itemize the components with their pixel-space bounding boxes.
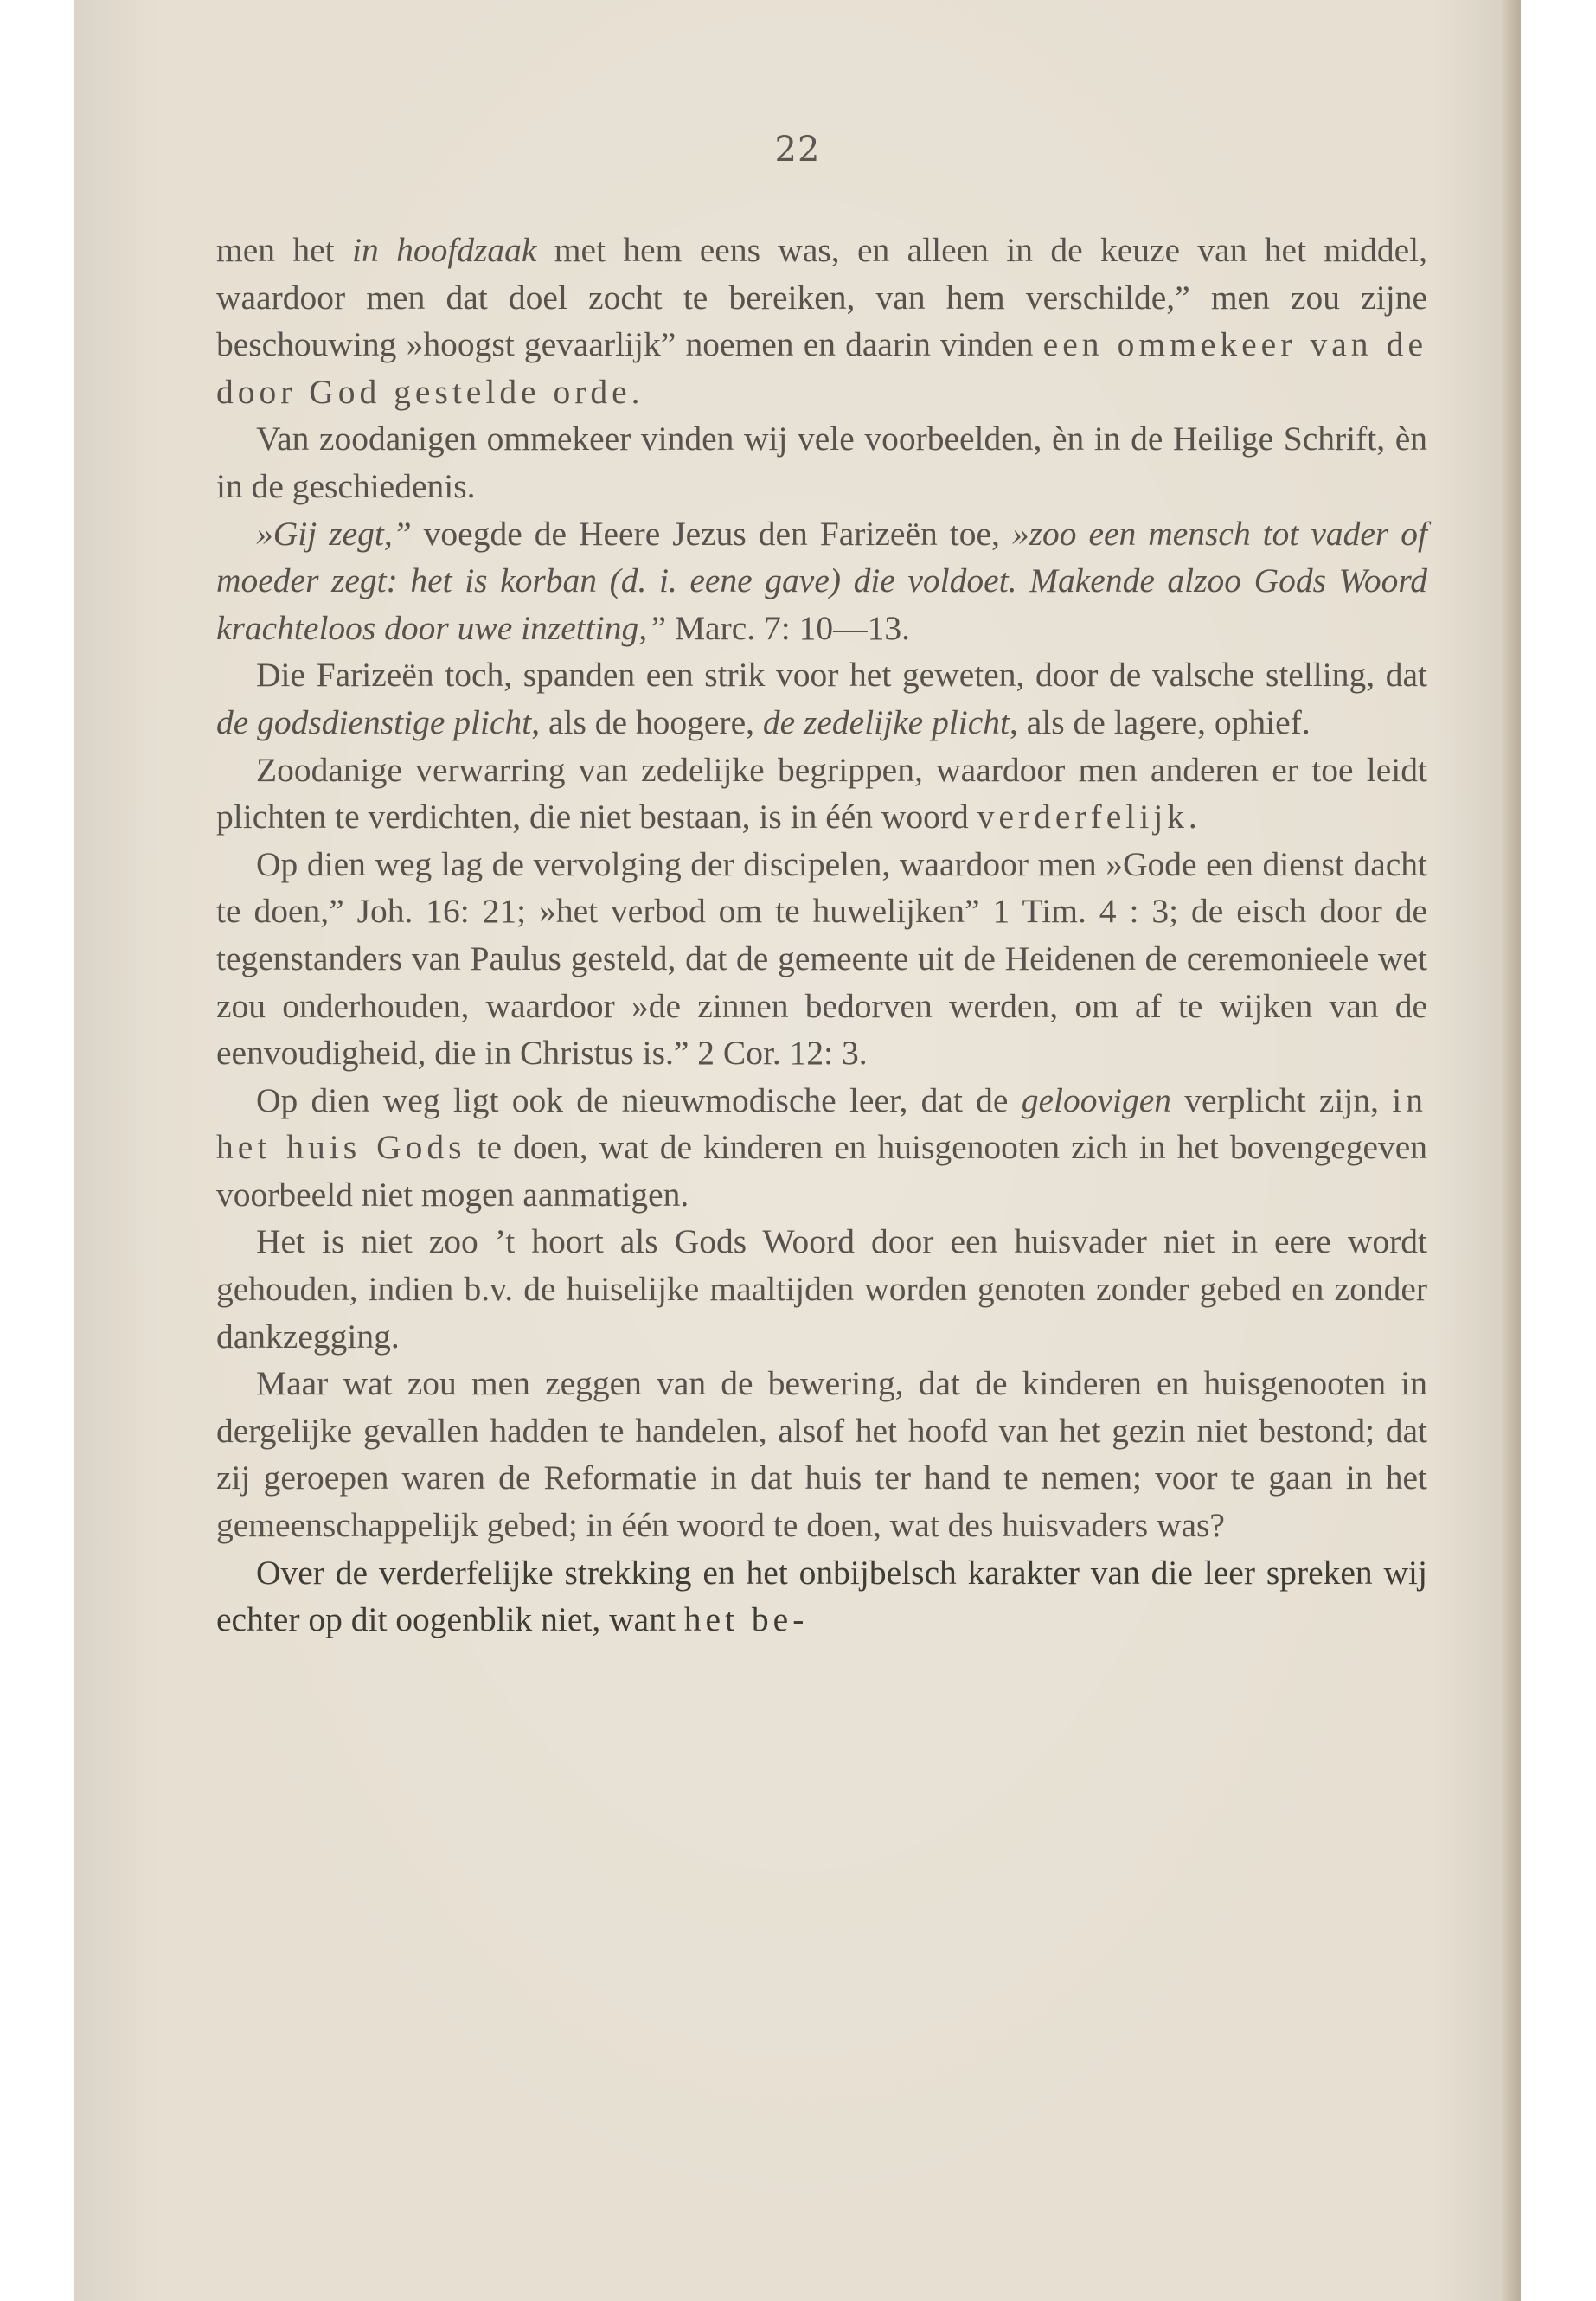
paragraph — [216, 747, 1427, 841]
spaced-emphasis-text: het be- — [683, 1600, 809, 1639]
body-text — [216, 227, 1427, 1644]
text-run: verplicht zijn, — [1171, 1080, 1393, 1119]
paragraph — [216, 510, 1427, 652]
text-run: Op dien weg ligt ook de nieuwmodische leer, dat de — [256, 1080, 1022, 1119]
paragraph — [216, 1360, 1427, 1548]
page-number: 22 — [774, 130, 821, 170]
italic-text: de zedelijke plicht — [762, 702, 1010, 741]
spaced-emphasis-text: een ommekeer van de door God gestelde orde — [216, 325, 1427, 411]
paragraph — [216, 1549, 1427, 1644]
margin-background — [1521, 0, 1596, 2301]
text-run: , als de lagere, ophief. — [1010, 702, 1311, 741]
paragraph — [216, 1218, 1427, 1360]
text-run: men het — [216, 231, 352, 269]
page-edge-shadow — [1502, 0, 1521, 2301]
italic-text: de godsdienstige plicht — [216, 702, 532, 741]
text-run: Over de verderfelijke strekking en het onbijbelsch karakter van die leer spreken wij echter op dit oogenblik niet, want — [216, 1553, 1427, 1639]
italic-text: »zoo een mensch tot vader of moeder zegt: het is korban (d. i. eene gave) die voldoet. Makende alzoo Gods Woord krachteloos door uwe inzetting,” — [216, 514, 1427, 647]
italic-text: in hoofdzaak — [351, 231, 537, 269]
italic-text: »Gij zegt,” — [256, 514, 412, 553]
text-run: met hem eens was, en alleen in de keuze van het middel, waardoor men dat doel zocht te bereiken, van hem verschilde,” men zou zijne beschouwing »hoogst gevaarlijk” noemen en daarin vinden — [216, 231, 1428, 364]
text-run: te doen, wat de kinderen en huisgenooten zich in het bovengegeven voorbeeld niet mogen aanmatigen. — [216, 1128, 1428, 1214]
italic-text: geloovigen — [1021, 1080, 1172, 1119]
text-run: . — [631, 372, 640, 411]
paragraph — [216, 1077, 1427, 1219]
text-run: Op dien weg lag de vervolging der discipelen, waardoor men »Gode een dienst dacht te doen,” Joh. 16: 21; »het verbod om te huwelijken” 1 Tim. 4 : 3; de eisch door de tegenstanders van Paulus gesteld, dat de gemeente uit de Heidenen de ceremonieele wet zou onderhouden, waardoor »de zinnen bedorven werden, om af te wijken van de eenvoudigheid, die in Christus is.” 2 Cor. 12: 3. — [216, 844, 1427, 1073]
spaced-emphasis-text: verderfelijk — [977, 798, 1189, 836]
paragraph — [216, 227, 1427, 415]
text-run: . — [1188, 798, 1197, 836]
book-page — [74, 0, 1521, 2301]
text-run: Van zoodanigen ommekeer vinden wij vele voorbeelden, èn in de Heilige Schrift, èn in de geschiedenis. — [216, 420, 1427, 505]
text-run: , als de hoogere, — [531, 702, 763, 741]
paragraph — [216, 841, 1427, 1077]
paragraph — [216, 415, 1427, 510]
text-run: Marc. 7: 10—13. — [666, 608, 911, 647]
text-run: Zoodanige verwarring van zedelijke begrippen, waardoor men anderen er toe leidt plichten te verdichten, die niet bestaan, is in één woord — [216, 750, 1427, 836]
paragraph — [216, 651, 1427, 746]
spaced-emphasis-text: in het huis Gods — [216, 1080, 1427, 1167]
text-run: Het is niet zoo ’t hoort als Gods Woord door een huisvader niet in eere wordt gehouden, indien b.v. de huiselijke maaltijden worden genoten zonder gebed en zonder dankzegging. — [216, 1222, 1427, 1356]
text-run: Maar wat zou men zeggen van de bewering, dat de kinderen en huisgenooten in dergelijke gevallen hadden te handelen, alsof het hoofd van het gezin niet bestond; dat zij geroepen waren de Reformatie in dat huis ter hand te nemen; voor te gaan in het gemeenschappelijk gebed; in één woord te doen, wat des huisvaders was? — [216, 1364, 1427, 1545]
text-run: Die Farizeën toch, spanden een strik voor het geweten, door de valsche stelling, dat — [256, 656, 1427, 695]
text-run: voegde de Heere Jezus den Farizeën toe, — [411, 514, 1012, 553]
